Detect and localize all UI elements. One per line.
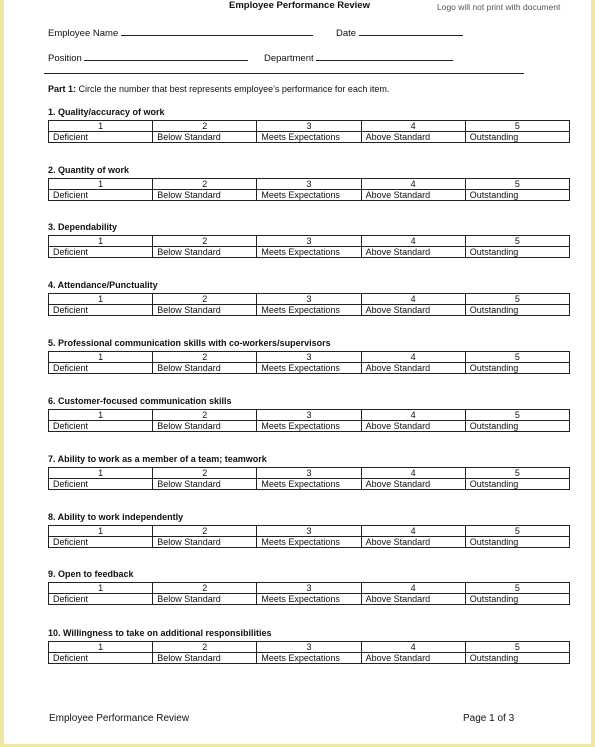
rating-scale-table xyxy=(48,235,570,258)
question-title: 2. Quantity of work xyxy=(48,165,130,175)
rating-label-cell: Above Standard xyxy=(361,132,465,143)
rating-number-cell[interactable]: 5 xyxy=(465,121,569,132)
rating-label-row xyxy=(49,132,570,143)
rating-number-cell[interactable]: 4 xyxy=(361,352,465,363)
rating-label-cell: Outstanding xyxy=(465,479,569,490)
footer-title: Employee Performance Review xyxy=(49,713,190,724)
rating-label-cell: Outstanding xyxy=(465,132,569,143)
rating-label-cell: Below Standard xyxy=(153,247,257,258)
rating-number-cell[interactable]: 1 xyxy=(49,179,153,190)
rating-label-cell: Above Standard xyxy=(361,479,465,490)
rating-label-cell: Deficient xyxy=(49,132,153,143)
rating-number-cell[interactable]: 2 xyxy=(153,352,257,363)
rating-label-cell: Deficient xyxy=(49,537,153,548)
rating-scale-table xyxy=(48,178,570,201)
department-field[interactable] xyxy=(264,51,453,65)
rating-label-row xyxy=(49,363,570,374)
rating-label-cell: Deficient xyxy=(49,479,153,490)
rating-label-cell: Meets Expectations xyxy=(257,421,361,432)
rating-label-cell: Below Standard xyxy=(153,594,257,605)
rating-item xyxy=(48,512,570,548)
rating-number-cell[interactable]: 3 xyxy=(257,583,361,594)
rating-number-row xyxy=(49,583,570,594)
rating-label-cell: Deficient xyxy=(49,653,153,664)
rating-item xyxy=(48,280,570,316)
rating-item xyxy=(48,396,570,432)
document-page xyxy=(4,0,591,744)
rating-number-cell[interactable]: 5 xyxy=(465,410,569,421)
rating-number-cell[interactable]: 2 xyxy=(153,642,257,653)
rating-number-row xyxy=(49,410,570,421)
rating-item xyxy=(48,569,570,605)
rating-number-cell[interactable]: 4 xyxy=(361,526,465,537)
rating-number-row xyxy=(49,294,570,305)
employee-name-label: Employee Name xyxy=(48,28,119,39)
rating-number-cell[interactable]: 1 xyxy=(49,236,153,247)
rating-label-cell: Below Standard xyxy=(153,132,257,143)
rating-number-cell[interactable]: 1 xyxy=(49,121,153,132)
rating-label-cell: Outstanding xyxy=(465,305,569,316)
position-label: Position xyxy=(48,53,82,64)
rating-number-row xyxy=(49,236,570,247)
rating-label-cell: Above Standard xyxy=(361,305,465,316)
rating-label-cell: Meets Expectations xyxy=(257,190,361,201)
rating-number-cell[interactable]: 3 xyxy=(257,468,361,479)
rating-number-cell[interactable]: 2 xyxy=(153,121,257,132)
rating-number-row xyxy=(49,121,570,132)
question-title: 7. Ability to work as a member of a team; teamwork xyxy=(48,454,267,464)
rating-number-cell[interactable]: 2 xyxy=(153,410,257,421)
rating-number-cell[interactable]: 5 xyxy=(465,526,569,537)
rating-number-cell[interactable]: 2 xyxy=(153,294,257,305)
rating-label-cell: Below Standard xyxy=(153,479,257,490)
rating-label-cell: Outstanding xyxy=(465,421,569,432)
question-title: 8. Ability to work independently xyxy=(48,512,184,522)
rating-number-cell[interactable]: 5 xyxy=(465,179,569,190)
rating-label-cell: Meets Expectations xyxy=(257,594,361,605)
rating-label-cell: Below Standard xyxy=(153,421,257,432)
rating-number-cell[interactable]: 4 xyxy=(361,410,465,421)
rating-number-cell[interactable]: 1 xyxy=(49,410,153,421)
rating-number-row xyxy=(49,179,570,190)
rating-label-cell: Outstanding xyxy=(465,363,569,374)
position-field[interactable] xyxy=(48,51,248,65)
rating-number-cell[interactable]: 3 xyxy=(257,236,361,247)
rating-number-cell[interactable]: 5 xyxy=(465,294,569,305)
rating-number-cell[interactable]: 3 xyxy=(257,294,361,305)
rating-number-cell[interactable]: 5 xyxy=(465,468,569,479)
rating-scale-table xyxy=(48,582,570,605)
rating-number-cell[interactable]: 3 xyxy=(257,526,361,537)
rating-label-cell: Above Standard xyxy=(361,537,465,548)
rating-label-row xyxy=(49,421,570,432)
part1-instruction xyxy=(48,83,389,95)
logo-note: Logo will not print with document xyxy=(437,2,561,12)
rating-number-cell[interactable]: 2 xyxy=(153,468,257,479)
rating-number-row xyxy=(49,526,570,537)
rating-label-cell: Deficient xyxy=(49,247,153,258)
rating-scale-table xyxy=(48,467,570,490)
rating-number-cell[interactable]: 3 xyxy=(257,642,361,653)
rating-label-cell: Meets Expectations xyxy=(257,247,361,258)
document-title: Employee Performance Review xyxy=(229,0,370,11)
rating-label-row xyxy=(49,305,570,316)
rating-item xyxy=(48,107,570,143)
rating-label-cell: Above Standard xyxy=(361,247,465,258)
rating-number-row xyxy=(49,642,570,653)
position-line[interactable] xyxy=(84,51,248,61)
rating-number-cell[interactable]: 4 xyxy=(361,236,465,247)
rating-number-cell[interactable]: 1 xyxy=(49,352,153,363)
rating-label-cell: Below Standard xyxy=(153,363,257,374)
rating-item xyxy=(48,454,570,490)
rating-number-cell[interactable]: 5 xyxy=(465,236,569,247)
rating-number-cell[interactable]: 4 xyxy=(361,642,465,653)
date-label: Date xyxy=(336,28,357,39)
rating-label-cell: Above Standard xyxy=(361,594,465,605)
date-line[interactable] xyxy=(359,26,463,36)
rating-number-cell[interactable]: 3 xyxy=(257,179,361,190)
question-title: 5. Professional communication skills with co-workers/supervisors xyxy=(48,338,331,348)
rating-number-cell[interactable]: 1 xyxy=(49,583,153,594)
rating-number-cell[interactable]: 4 xyxy=(361,468,465,479)
rating-scale-table xyxy=(48,351,570,374)
question-title: 1. Quality/accuracy of work xyxy=(48,107,165,117)
question-title: 3. Dependability xyxy=(48,222,118,232)
rating-label-cell: Outstanding xyxy=(465,594,569,605)
rating-label-cell: Outstanding xyxy=(465,537,569,548)
rating-number-cell[interactable]: 2 xyxy=(153,236,257,247)
rating-label-row xyxy=(49,479,570,490)
header-divider xyxy=(44,73,524,74)
employee-name-field[interactable] xyxy=(48,26,313,40)
rating-label-cell: Meets Expectations xyxy=(257,363,361,374)
rating-number-cell[interactable]: 2 xyxy=(153,179,257,190)
question-title: 10. Willingness to take on additional responsibilities xyxy=(48,628,272,638)
rating-label-cell: Deficient xyxy=(49,190,153,201)
rating-number-cell[interactable]: 3 xyxy=(257,410,361,421)
rating-label-cell: Above Standard xyxy=(361,190,465,201)
rating-scale-table xyxy=(48,120,570,143)
rating-number-cell[interactable]: 4 xyxy=(361,179,465,190)
rating-label-cell: Meets Expectations xyxy=(257,132,361,143)
department-line[interactable] xyxy=(316,51,453,61)
rating-label-cell: Meets Expectations xyxy=(257,537,361,548)
rating-number-cell[interactable]: 2 xyxy=(153,526,257,537)
part1-label: Part 1: xyxy=(48,84,77,94)
footer-page-number: Page 1 of 3 xyxy=(463,713,515,724)
rating-item xyxy=(48,628,570,664)
rating-number-cell[interactable]: 2 xyxy=(153,583,257,594)
rating-label-cell: Meets Expectations xyxy=(257,305,361,316)
rating-number-row xyxy=(49,468,570,479)
rating-label-cell: Deficient xyxy=(49,363,153,374)
rating-label-cell: Deficient xyxy=(49,421,153,432)
rating-label-cell: Below Standard xyxy=(153,190,257,201)
rating-number-cell[interactable]: 4 xyxy=(361,583,465,594)
rating-label-cell: Outstanding xyxy=(465,653,569,664)
rating-label-cell: Meets Expectations xyxy=(257,479,361,490)
rating-label-cell: Outstanding xyxy=(465,247,569,258)
rating-label-row xyxy=(49,594,570,605)
rating-number-cell[interactable]: 3 xyxy=(257,352,361,363)
question-title: 9. Open to feedback xyxy=(48,569,134,579)
rating-number-cell[interactable]: 1 xyxy=(49,294,153,305)
rating-scale-table xyxy=(48,409,570,432)
rating-label-row xyxy=(49,653,570,664)
rating-item xyxy=(48,165,570,201)
rating-label-cell: Above Standard xyxy=(361,653,465,664)
employee-name-line[interactable] xyxy=(121,26,313,36)
rating-number-cell[interactable]: 5 xyxy=(465,352,569,363)
rating-number-row xyxy=(49,352,570,363)
rating-label-cell: Below Standard xyxy=(153,305,257,316)
rating-label-cell: Above Standard xyxy=(361,363,465,374)
rating-label-cell: Deficient xyxy=(49,305,153,316)
rating-number-cell[interactable]: 5 xyxy=(465,583,569,594)
rating-label-cell: Outstanding xyxy=(465,190,569,201)
rating-number-cell[interactable]: 1 xyxy=(49,642,153,653)
rating-scale-table xyxy=(48,293,570,316)
rating-item xyxy=(48,222,570,258)
rating-number-cell[interactable]: 5 xyxy=(465,642,569,653)
rating-item xyxy=(48,338,570,374)
question-title: 6. Customer-focused communication skills xyxy=(48,396,232,406)
rating-number-cell[interactable]: 4 xyxy=(361,121,465,132)
rating-number-cell[interactable]: 3 xyxy=(257,121,361,132)
rating-label-cell: Deficient xyxy=(49,594,153,605)
rating-label-cell: Below Standard xyxy=(153,653,257,664)
rating-label-row xyxy=(49,537,570,548)
rating-number-cell[interactable]: 1 xyxy=(49,468,153,479)
date-field[interactable] xyxy=(336,26,463,40)
rating-scale-table xyxy=(48,525,570,548)
rating-number-cell[interactable]: 1 xyxy=(49,526,153,537)
rating-label-row xyxy=(49,247,570,258)
part1-text: Circle the number that best represents employee's performance for each item. xyxy=(78,84,390,94)
rating-label-cell: Below Standard xyxy=(153,537,257,548)
department-label: Department xyxy=(264,53,314,64)
rating-scale-table xyxy=(48,641,570,664)
rating-label-row xyxy=(49,190,570,201)
question-title: 4. Attendance/Punctuality xyxy=(48,280,158,290)
rating-label-cell: Meets Expectations xyxy=(257,653,361,664)
rating-number-cell[interactable]: 4 xyxy=(361,294,465,305)
rating-label-cell: Above Standard xyxy=(361,421,465,432)
